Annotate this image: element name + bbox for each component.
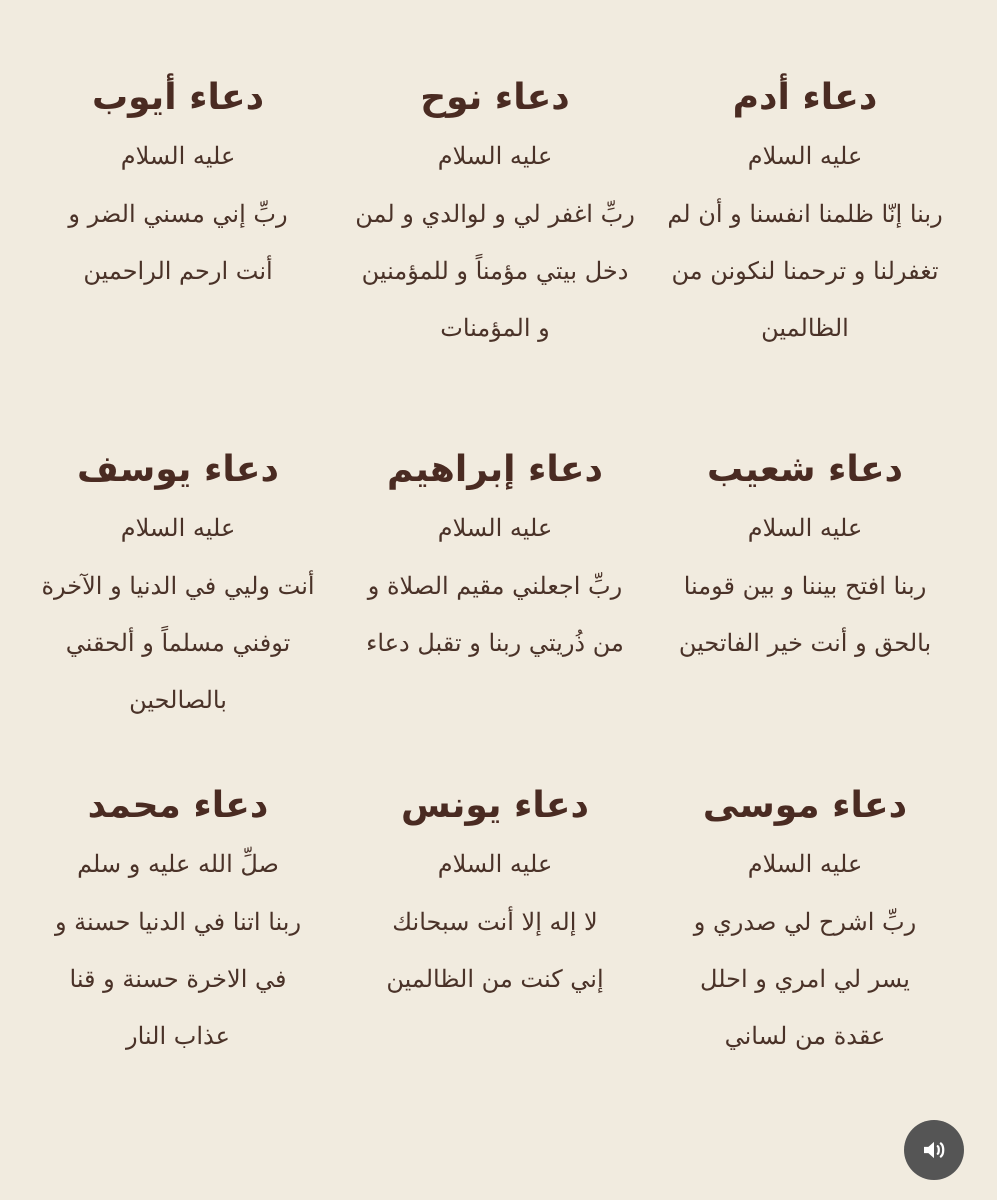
dua-title: دعاء موسى: [702, 785, 908, 826]
dua-title: دعاء نوح: [420, 77, 570, 118]
dua-subtitle: عليه السلام: [437, 850, 553, 878]
sound-toggle-button[interactable]: [904, 1120, 964, 1180]
dua-text-line: ربنا افتح بيننا و بين قومنا: [683, 572, 927, 600]
dua-title: دعاء يونس: [400, 785, 589, 826]
dua-text-line: ربِّ اشرح لي صدري و: [693, 908, 917, 936]
dua-title: دعاء أيوب: [91, 77, 265, 118]
dua-subtitle: صلِّ الله عليه و سلم: [77, 850, 279, 878]
dua-text-line: تغفرلنا و ترحمنا لنكونن من: [671, 257, 939, 285]
dua-card-yusuf: [28, 448, 328, 729]
dua-text-line: بالصالحين: [129, 686, 227, 714]
dua-card-musa: [655, 784, 955, 1065]
dua-card-muhammad: [28, 784, 328, 1065]
dua-text-line: ربِّ اجعلني مقيم الصلاة و: [367, 572, 623, 600]
dua-title: دعاء يوسف: [77, 449, 279, 490]
dua-card-adam: [655, 76, 955, 357]
dua-text-line: لا إله إلا أنت سبحانك: [392, 908, 598, 936]
dua-text-line: إني كنت من الظالمين: [386, 965, 604, 993]
dua-title: دعاء شعيب: [706, 449, 904, 490]
dua-text-line: و المؤمنات: [440, 314, 550, 342]
dua-text-line: أنت وليي في الدنيا و الآخرة: [41, 572, 315, 600]
dua-text-line: من ذُريتي ربنا و تقبل دعاء: [366, 629, 624, 657]
dua-card-ayyub: [28, 76, 328, 300]
dua-title: دعاء إبراهيم: [387, 449, 603, 490]
dua-text-line: عقدة من لساني: [724, 1022, 886, 1050]
dua-subtitle: عليه السلام: [120, 142, 236, 170]
dua-subtitle: عليه السلام: [437, 142, 553, 170]
dua-card-ibrahim: [345, 448, 645, 672]
dua-text-line: أنت ارحم الراحمين: [83, 257, 273, 285]
dua-text-line: عذاب النار: [126, 1022, 230, 1050]
dua-text-line: ربنا إنّا ظلمنا انفسنا و أن لم: [667, 200, 943, 228]
dua-text-line: ربِّ إني مسني الضر و: [68, 200, 288, 228]
dua-text-line: ربنا اتنا في الدنيا حسنة و: [54, 908, 302, 936]
dua-text-line: ربِّ اغفر لي و لوالدي و لمن: [355, 200, 635, 228]
dua-card-yunus: [345, 784, 645, 1008]
dua-subtitle: عليه السلام: [437, 514, 553, 542]
dua-card-nuh: [345, 76, 645, 357]
dua-subtitle: عليه السلام: [747, 850, 863, 878]
dua-subtitle: عليه السلام: [747, 514, 863, 542]
dua-text-line: دخل بيتي مؤمناً و للمؤمنين: [361, 257, 629, 285]
dua-text-line: الظالمين: [761, 314, 849, 342]
dua-title: دعاء أدم: [732, 77, 878, 118]
dua-subtitle: عليه السلام: [747, 142, 863, 170]
speaker-volume-icon: [919, 1135, 949, 1165]
dua-text-line: توفني مسلماً و ألحقني: [65, 629, 291, 657]
dua-card-shuayb: [655, 448, 955, 672]
dua-title: دعاء محمد: [87, 785, 269, 826]
dua-text-line: يسر لي امري و احلل: [700, 965, 910, 993]
dua-subtitle: عليه السلام: [120, 514, 236, 542]
dua-text-line: في الاخرة حسنة و قنا: [69, 965, 287, 993]
dua-text-line: بالحق و أنت خير الفاتحين: [678, 629, 932, 657]
